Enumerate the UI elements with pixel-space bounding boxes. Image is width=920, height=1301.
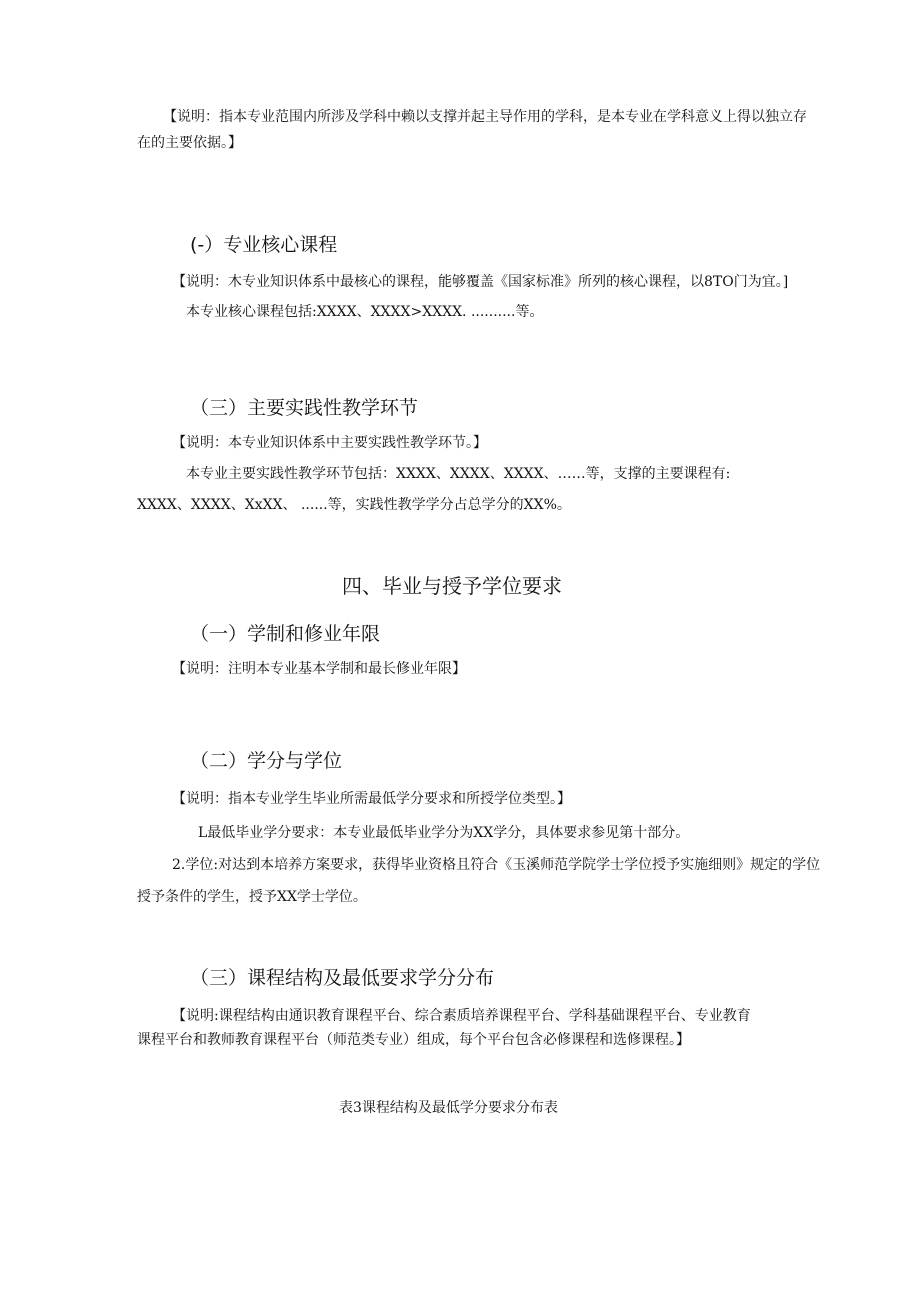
heading-course-structure: （三）课程结构及最低要求学分分布 <box>190 967 495 989</box>
note-credits-degree: 【说明：指本专业学生毕业所需最低学分要求和所授学位类型。】 <box>172 791 571 807</box>
chapter-title-graduation: 四、毕业与授予学位要求 <box>342 574 562 598</box>
item-degree-line1: 2.学位:对达到本培养方案要求，获得毕业资格且符合《玉溪师范学院学士学位授予实施细则》规定的学位 <box>172 857 821 873</box>
note-course-structure-line1: 【说明:课程结构由通识教育课程平台、综合素质培养课程平台、学科基础课程平台、专业教育 <box>172 1008 751 1024</box>
note-practice: 【说明：本专业知识体系中主要实践性教学环节。】 <box>172 435 487 451</box>
note-discipline-line1: 【说明：指本专业范围内所涉及学科中赖以支撑并起主导作用的学科，是本专业在学科意义上得以独立存 <box>163 109 807 125</box>
item-degree-line2: 授予条件的学生，授予XX学士学位。 <box>137 889 367 905</box>
heading-credits-degree: （二）学分与学位 <box>190 750 343 772</box>
heading-practice: （三）主要实践性教学环节 <box>190 397 419 419</box>
table-caption: 表3课程结构及最低学分要求分布表 <box>339 1100 558 1116</box>
body-core-courses: 本专业核心课程包括:XXXX、XXXX>XXXX. ..........等。 <box>186 304 544 320</box>
heading-duration: （一）学制和修业年限 <box>190 623 381 645</box>
note-course-structure-line2: 课程平台和教师教育课程平台（师范类专业）组成，每个平台包含必修课程和选修课程。】 <box>137 1032 690 1048</box>
note-discipline-line2: 在的主要依据。】 <box>137 135 242 151</box>
body-practice-line2: XXXX、XXXX、XxXX、 ......等，实践性教学学分占总学分的XX%。 <box>137 497 571 513</box>
item-min-credits: L最低毕业学分要求：本专业最低毕业学分为XX学分，具体要求参见第十部分。 <box>198 825 690 841</box>
note-duration: 【说明：注明本专业基本学制和最长修业年限】 <box>172 661 466 677</box>
heading-core-courses: (-）专业核心课程 <box>190 234 338 256</box>
note-core-courses: 【说明：木专业知识体系中最核心的课程，能够覆盖《国家标准》所列的核心课程，以8TO门为宜。] <box>172 274 789 290</box>
body-practice-line1: 本专业主要实践性教学环节包括：XXXX、XXXX、XXXX、……等，支撑的主要课程有: <box>186 466 731 482</box>
